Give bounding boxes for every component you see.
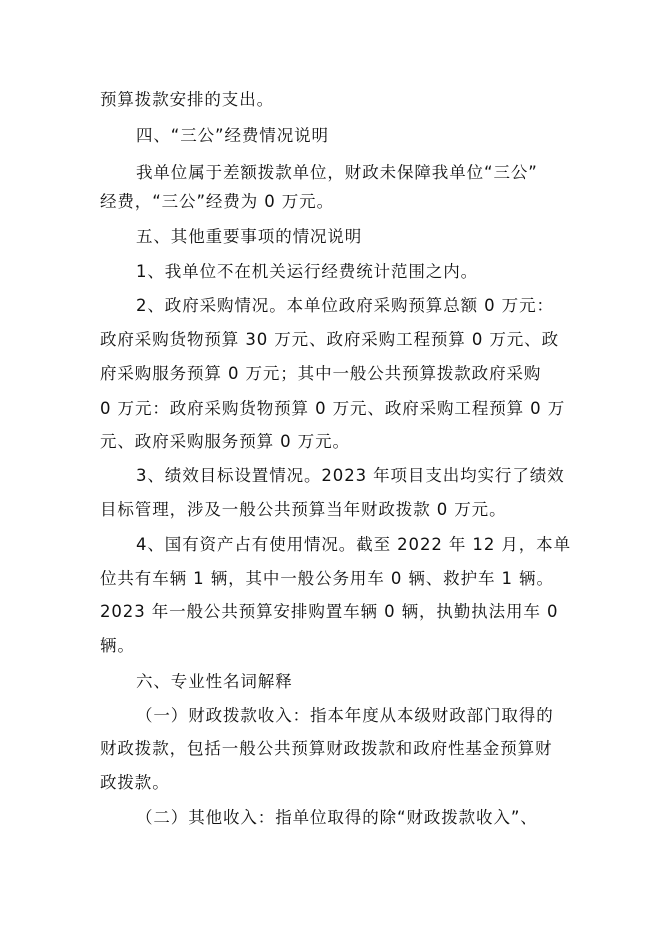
text-line: 2、政府采购情况。本单位政府采购预算总额 0 万元： bbox=[136, 296, 554, 315]
section-heading: 六、专业性名词解释 bbox=[136, 672, 293, 691]
text-line: 府采购服务预算 0 万元；其中一般公共预算拨款政府采购 bbox=[100, 364, 542, 383]
text-line: 目标管理，涉及一般公共预算当年财政拨款 0 万元。 bbox=[100, 500, 507, 519]
text-line: 元、政府采购服务预算 0 万元。 bbox=[100, 432, 350, 451]
text-line: （一）财政拨款收入：指本年度从本级财政部门取得的 bbox=[136, 706, 554, 725]
text-line: 政府采购货物预算 30 万元、政府采购工程预算 0 万元、政 bbox=[100, 330, 559, 349]
text-line: 预算拨款安排的支出。 bbox=[100, 90, 274, 109]
text-line: 3、绩效目标设置情况。2023 年项目支出均实行了绩效 bbox=[136, 466, 565, 485]
section-heading: 四、“三公”经费情况说明 bbox=[136, 126, 329, 145]
text-line: 我单位属于差额拨款单位，财政未保障我单位“三公” bbox=[136, 163, 538, 182]
text-line: 1、我单位不在机关运行经费统计范围之内。 bbox=[136, 262, 478, 281]
section-heading: 五、其他重要事项的情况说明 bbox=[136, 227, 363, 246]
text-line: 位共有车辆 1 辆，其中一般公务用车 0 辆、救护车 1 辆。 bbox=[100, 569, 554, 588]
text-line: 经费，“三公”经费为 0 万元。 bbox=[100, 192, 334, 211]
text-line: 4、国有资产占有使用情况。截至 2022 年 12 月，本单 bbox=[136, 535, 571, 554]
text-line: 财政拨款，包括一般公共预算财政拨款和政府性基金预算财 bbox=[100, 739, 553, 758]
text-line: 2023 年一般公共预算安排购置车辆 0 辆，执勤执法用车 0 bbox=[100, 602, 559, 621]
text-line: （二）其他收入：指单位取得的除“财政拨款收入”、 bbox=[136, 808, 538, 827]
text-line: 政拨款。 bbox=[100, 773, 170, 792]
text-line: 0 万元：政府采购货物预算 0 万元、政府采购工程预算 0 万 bbox=[100, 399, 566, 418]
text-line: 辆。 bbox=[100, 636, 135, 655]
